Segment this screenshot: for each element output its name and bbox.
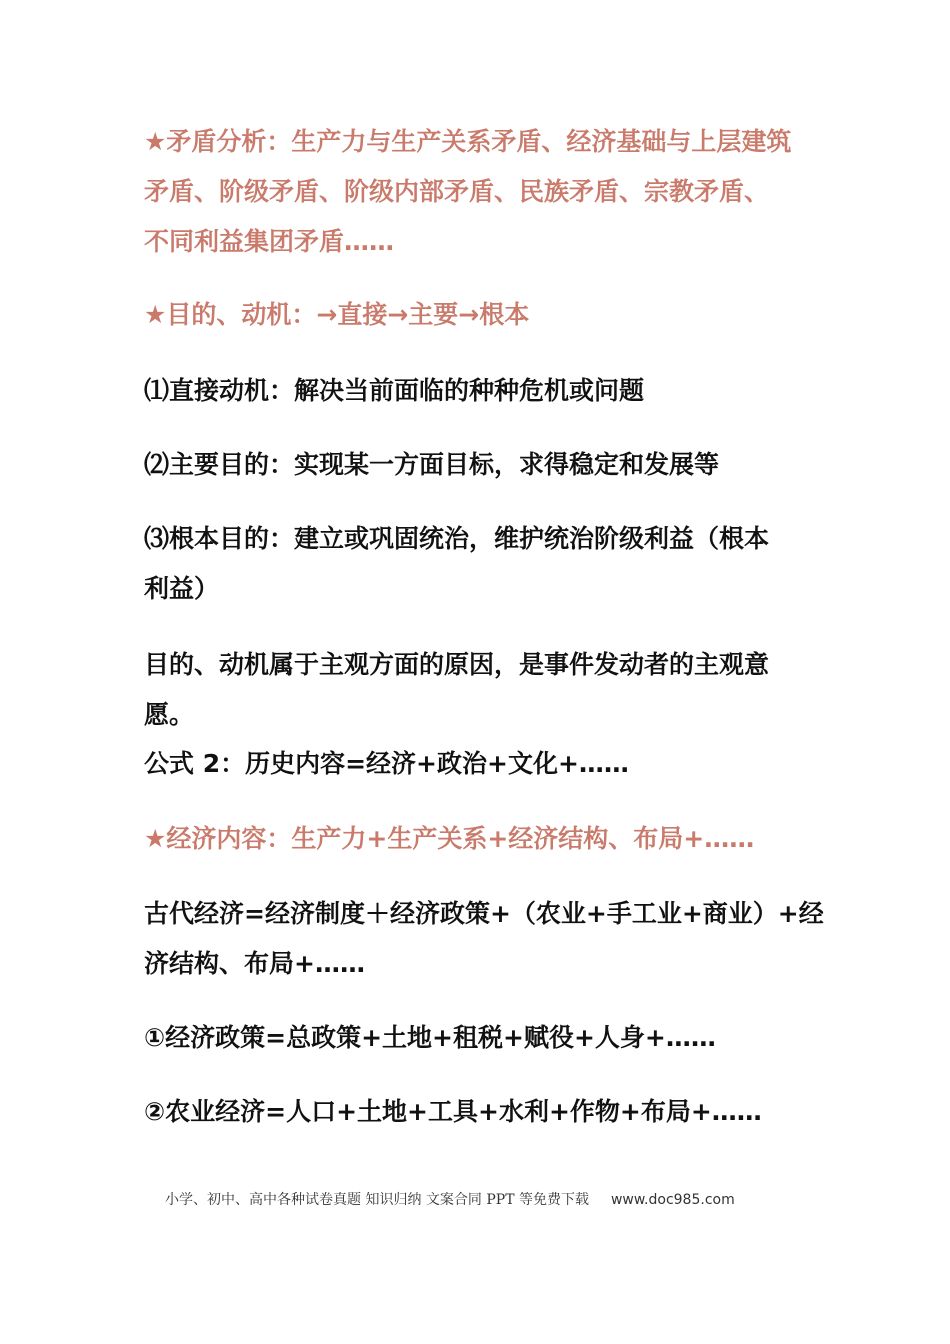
contradiction-line-1: ★矛盾分析：生产力与生产关系矛盾、经济基础与上层建筑	[144, 127, 792, 156]
purpose-heading: ★目的、动机：→直接→主要→根本	[144, 300, 530, 329]
contradiction-line-3: 不同利益集团矛盾……	[144, 227, 395, 256]
purpose-summary-line-1: 目的、动机属于主观方面的原因，是事件发动者的主观意	[144, 650, 770, 679]
purpose-item-1: ⑴直接动机：解决当前面临的种种危机或问题	[144, 376, 645, 405]
contradiction-line-2: 矛盾、阶级矛盾、阶级内部矛盾、民族矛盾、宗教矛盾、	[144, 177, 770, 206]
economy-item-1: ①经济政策=总政策+土地+租税+赋役+人身+……	[144, 1023, 716, 1052]
footer-text: 小学、初中、高中各种试卷真题 知识归纳 文案合同 PPT 等免费下载	[165, 1192, 589, 1208]
purpose-summary-line-2: 愿。	[144, 700, 195, 729]
purpose-item-3-line-2: 利益）	[144, 574, 220, 603]
formula-line: 公式 2：历史内容=经济+政治+文化+……	[144, 749, 629, 778]
economy-item-2: ②农业经济=人口+土地+工具+水利+作物+布局+……	[144, 1097, 762, 1126]
purpose-item-3-line-1: ⑶根本目的：建立或巩固统治，维护统治阶级利益（根本	[144, 524, 770, 553]
ancient-economy-line-1: 古代经济=经济制度＋经济政策+（农业+手工业+商业）+经	[144, 899, 824, 928]
ancient-economy-line-2: 济结构、布局+……	[144, 949, 365, 978]
economy-heading: ★经济内容：生产力+生产关系+经济结构、布局+……	[144, 824, 755, 853]
page-footer	[165, 1190, 735, 1210]
footer-url-link[interactable]: www.doc985.com	[610, 1192, 735, 1208]
purpose-item-2: ⑵主要目的：实现某一方面目标，求得稳定和发展等	[144, 450, 720, 479]
